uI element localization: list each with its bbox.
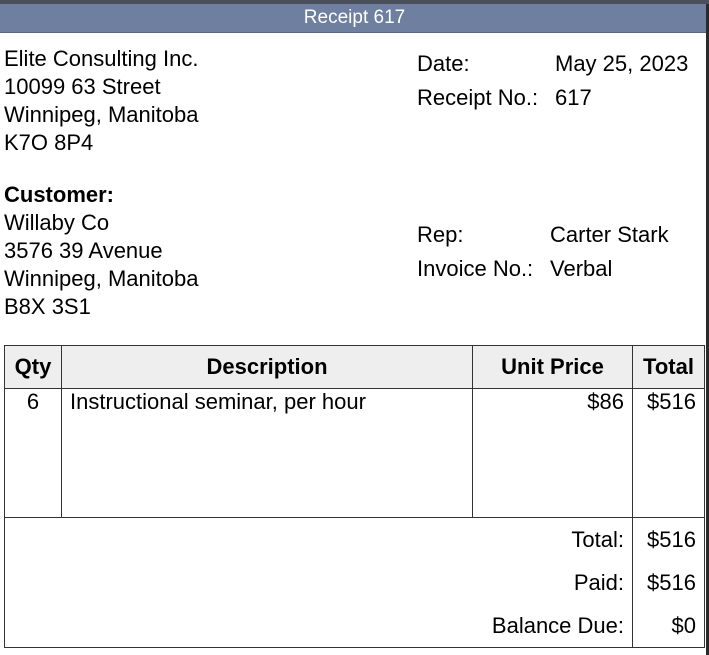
receipt-number-value: 617 bbox=[555, 85, 592, 110]
summary-balance-value: $0 bbox=[633, 604, 705, 648]
line-items-table bbox=[4, 345, 705, 648]
summary-balance-row bbox=[5, 604, 705, 648]
summary-paid-label: Paid: bbox=[5, 561, 633, 604]
header-qty: Qty bbox=[5, 346, 62, 389]
invoice-number-label: Invoice No.: bbox=[417, 256, 534, 281]
item-unit-price: $86 bbox=[473, 389, 633, 518]
seller-city: Winnipeg, Manitoba bbox=[4, 102, 199, 127]
summary-total-label: Total: bbox=[5, 518, 633, 562]
seller-street: 10099 63 Street bbox=[4, 74, 161, 99]
date-label: Date: bbox=[417, 51, 470, 76]
invoice-number-value: Verbal bbox=[550, 256, 613, 281]
item-total: $516 bbox=[633, 389, 705, 518]
window-title: Receipt 617 bbox=[0, 4, 709, 33]
customer-name: Willaby Co bbox=[4, 210, 110, 235]
summary-paid-row bbox=[5, 561, 705, 604]
header-description: Description bbox=[62, 346, 473, 389]
item-description: Instructional seminar, per hour bbox=[62, 389, 473, 518]
summary-balance-label: Balance Due: bbox=[5, 604, 633, 648]
customer-city: Winnipeg, Manitoba bbox=[4, 266, 199, 291]
item-qty: 6 bbox=[5, 389, 62, 518]
rep-value: Carter Stark bbox=[550, 222, 669, 247]
seller-name: Elite Consulting Inc. bbox=[4, 46, 199, 71]
customer-address bbox=[4, 181, 198, 321]
seller-postal: K7O 8P4 bbox=[4, 130, 94, 155]
customer-street: 3576 39 Avenue bbox=[4, 238, 163, 263]
receipt-number-label: Receipt No.: bbox=[417, 85, 539, 110]
summary-total-row bbox=[5, 518, 705, 562]
customer-postal: B8X 3S1 bbox=[4, 294, 91, 319]
rep-label: Rep: bbox=[417, 222, 464, 247]
customer-heading: Customer: bbox=[4, 182, 115, 207]
seller-address bbox=[4, 45, 198, 157]
date-value: May 25, 2023 bbox=[555, 51, 689, 76]
summary-paid-value: $516 bbox=[633, 561, 705, 604]
table-row bbox=[5, 389, 705, 518]
table-header-row bbox=[5, 346, 705, 389]
header-unit-price: Unit Price bbox=[473, 346, 633, 389]
summary-total-value: $516 bbox=[633, 518, 705, 562]
header-total: Total bbox=[633, 346, 705, 389]
